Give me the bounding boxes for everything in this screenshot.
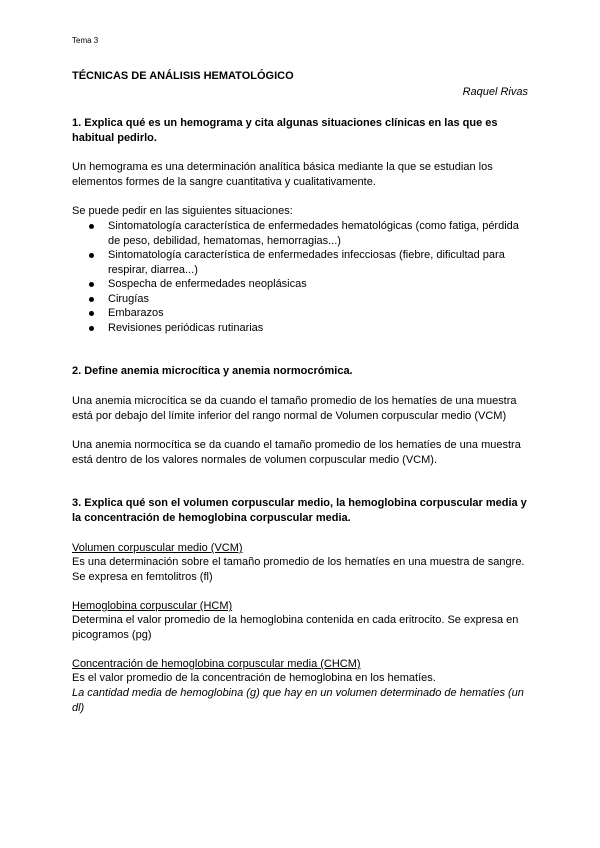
situations-list	[72, 219, 528, 335]
anemia-normocitica-definition: Una anemia normocítica se da cuando el tamaño promedio de los hematíes de una muestra está dentro de los valores normales de volumen corpuscular medio (VCM).	[72, 439, 521, 466]
list-item-text: Embarazos	[108, 307, 164, 319]
list-item	[72, 219, 528, 248]
list-item	[72, 277, 528, 292]
bullet-icon	[89, 253, 94, 258]
question-2: 2. Define anemia microcítica y anemia normocrómica.	[72, 365, 353, 377]
list-item-text: Sintomatología característica de enfermedades hematológicas (como fatiga, pérdida de peso, debilidad, hematomas, hemorragias...)	[108, 220, 519, 247]
bullet-icon	[89, 282, 94, 287]
chcm-note: La cantidad media de hemoglobina (g) que hay en un volumen determinado de hematíes (un dl)	[72, 687, 524, 714]
hemograma-definition: Un hemograma es una determinación analítica básica mediante la que se estudian los elementos formes de la sangre cuantitativa y cualitativamente.	[72, 161, 493, 188]
list-item-text: Sospecha de enfermedades neoplásicas	[108, 278, 307, 290]
document-title: TÉCNICAS DE ANÁLISIS HEMATOLÓGICO	[72, 70, 294, 82]
bullet-icon	[89, 297, 94, 302]
list-item	[72, 292, 528, 307]
document-author: Raquel Rivas	[462, 86, 528, 98]
anemia-microcitica-definition: Una anemia microcítica se da cuando el tamaño promedio de los hematíes de una muestra está por debajo del límite inferior del rango normal de Volumen corpuscular medio (VCM)	[72, 395, 517, 422]
situations-intro: Se puede pedir en las siguientes situaciones:	[72, 205, 293, 217]
chcm-definition: Es el valor promedio de la concentración de hemoglobina en los hematíes.	[72, 672, 436, 684]
chcm-term: Concentración de hemoglobina corpuscular media (CHCM)	[72, 658, 361, 670]
bullet-icon	[89, 311, 94, 316]
list-item-text: Sintomatología característica de enfermedades infecciosas (fiebre, dificultad para respirar, diarrea...)	[108, 249, 505, 276]
list-item-text: Revisiones periódicas rutinarias	[108, 321, 264, 334]
bullet-icon	[89, 224, 94, 229]
list-item	[72, 248, 528, 277]
vcm-term: Volumen corpuscular medio (VCM)	[72, 542, 243, 554]
list-item	[72, 321, 528, 336]
hcm-definition: Determina el valor promedio de la hemoglobina contenida en cada eritrocito. Se expresa en picogramos (pg)	[72, 614, 519, 641]
list-item	[72, 306, 528, 321]
list-item-text: Cirugías	[108, 292, 149, 305]
vcm-definition: Es una determinación sobre el tamaño promedio de los hematíes en una muestra de sangre. Se expresa en femtolitros (fl)	[72, 556, 525, 583]
hcm-term: Hemoglobina corpuscular (HCM)	[72, 600, 233, 612]
question-1: 1. Explica qué es un hemograma y cita algunas situaciones clínicas en las que es habitual pedirlo.	[72, 117, 498, 144]
page-header: Tema 3	[72, 36, 99, 45]
bullet-icon	[89, 326, 94, 331]
question-3: 3. Explica qué son el volumen corpuscular medio, la hemoglobina corpuscular media y la concentración de hemoglobina corpuscular media.	[72, 497, 527, 524]
